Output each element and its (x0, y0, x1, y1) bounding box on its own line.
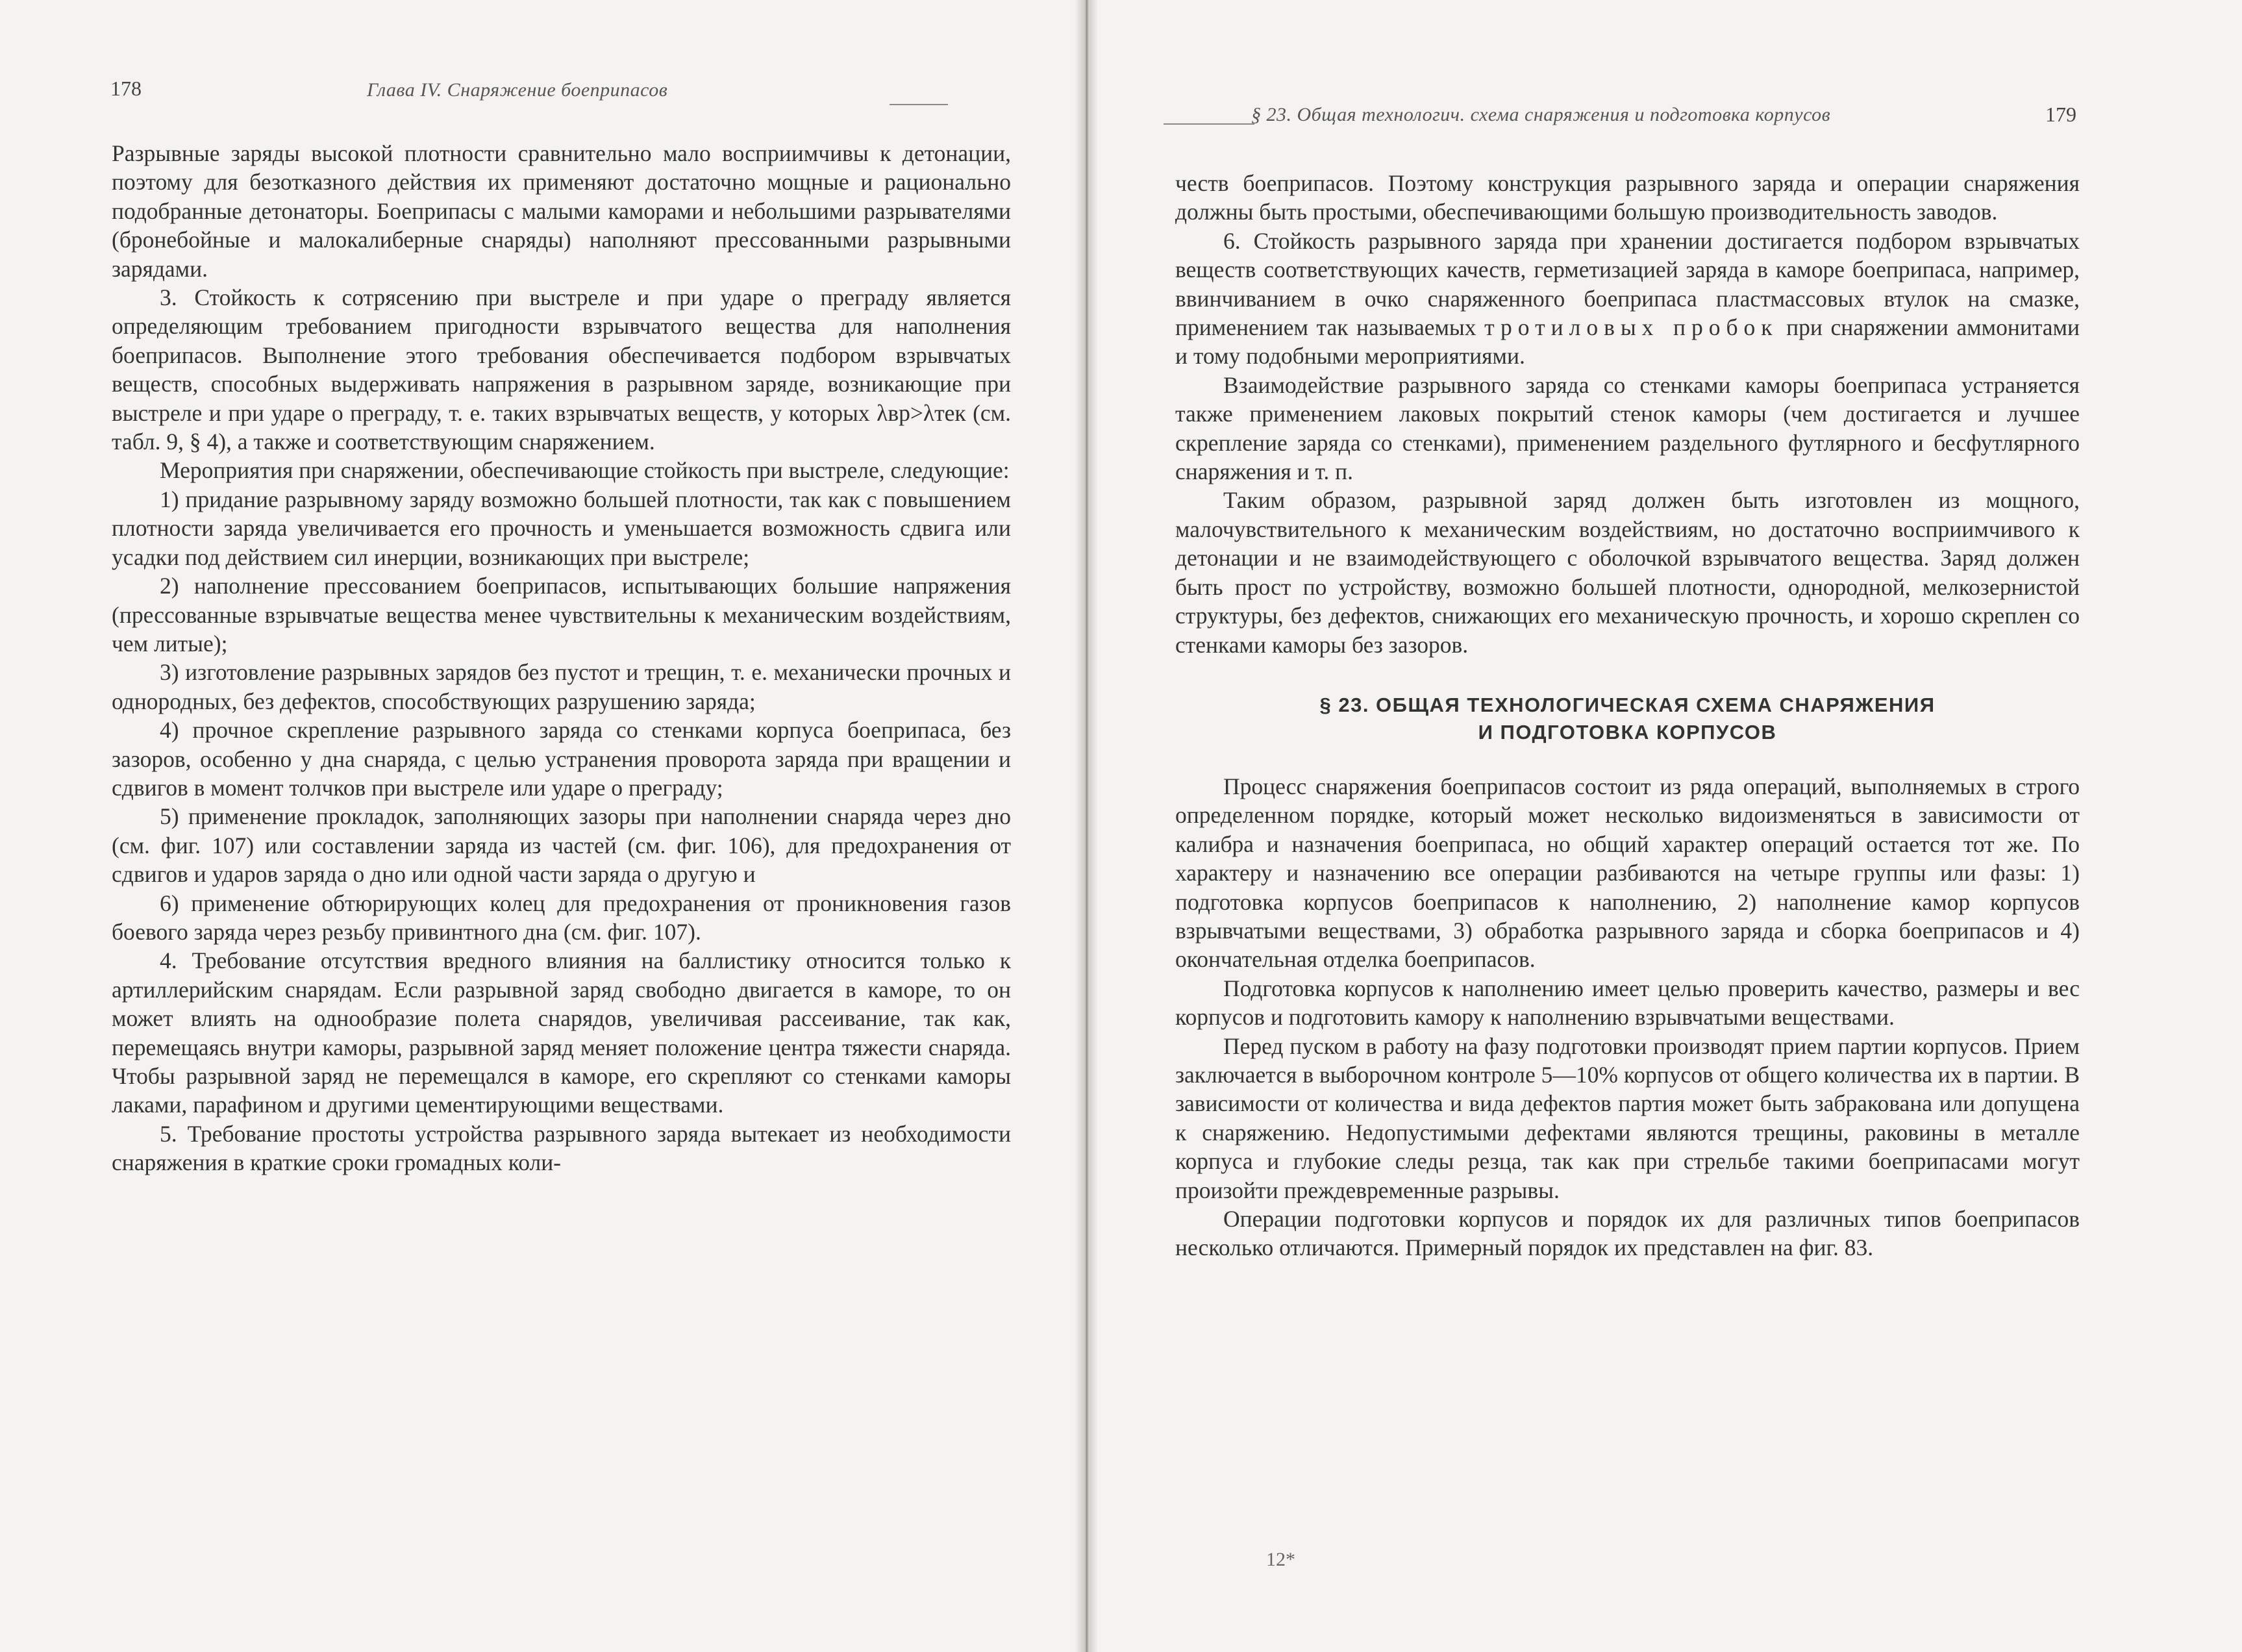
paragraph: Таким образом, разрывной заряд должен быть изготовлен из мощного, малочувствительного к механическим воздействиям, но достаточно восприимчивого к детонации и не взаимодействующего с оболочкой взрывчатого вещества. Заряд должен быть прост по устройству, возможно большей плотности, однородной, мелкозернистой структуры, без дефектов, снижающих его механическую прочность, и хорошо скреплен со стенками каморы без зазоров. (1175, 487, 2080, 658)
header-rule (890, 104, 948, 105)
paragraph: 1) придание разрывному заряду возможно большей плотности, так как с повышением плотности заряда увеличивается его прочность и уменьшается возможность сдвига или усадки под действием сил инерции, возникающих при выстреле; (112, 486, 1011, 570)
running-head: § 23. Общая технологич. схема снаряжения и подготовка корпусов (1251, 104, 1831, 125)
paragraph: 4) прочное скрепление разрывного заряда со стенками корпуса боеприпаса, без зазоров, особенно у дна снаряда, с целью устранения проворота заряда при вращении и сдвигов в момент толчков при выстреле или ударе о преграду; (112, 717, 1011, 801)
paragraph (1175, 227, 2080, 371)
signature-mark: 12* (1266, 1549, 1295, 1570)
paragraph: Подготовка корпусов к наполнению имеет целью проверить качество, размеры и вес корпусов и подготовить камору к наполнению взрывчатыми веществами. (1175, 975, 2080, 1031)
section-heading (1175, 692, 2080, 746)
section-heading-line: И ПОДГОТОВКА КОРПУСОВ (1478, 720, 1777, 744)
section-heading-line: § 23. ОБЩАЯ ТЕХНОЛОГИЧЕСКАЯ СХЕМА СНАРЯЖЕНИЯ (1319, 693, 1936, 716)
paragraph: 5. Требование простоты устройства разрывного заряда вытекает из необходимости снаряжения в краткие сроки громадных коли- (112, 1120, 1011, 1176)
paragraph: Операции подготовки корпусов и порядок их для различных типов боеприпасов несколько отличаются. Примерный порядок их представлен на фиг. 83. (1175, 1206, 2080, 1261)
paragraph: Процесс снаряжения боеприпасов состоит из ряда операций, выполняемых в строго определенном порядке, который может несколько видоизменяться в зависимости от калибра и назначения боеприпаса, но общий характер операций остается тот же. По характеру и назначению все операции разбиваются на четыре группы или фазы: 1) подготовка корпусов боеприпасов к наполнению, 2) наполнение камор корпусов взрывчатыми веществами, 3) обработка разрывного заряда и сборка боеприпасов и 4) окончательная отделка боеприпасов. (1175, 773, 2080, 973)
paragraph-text: при снаряжении аммонитами и тому подобными мероприятиями. (1175, 314, 2080, 369)
paragraph: Мероприятия при снаряжении, обеспечивающие стойкость при выстреле, следующие: (160, 457, 1010, 484)
paragraph: 4. Требование отсутствия вредного влияния на баллистику относится только к артиллерийским снарядам. Если разрывной заряд свободно двигается в каморе, то он может влиять на однообразие полета снарядов, увеличивая рассеивание, так как, перемещаясь внутри каморы, разрывной заряд меняет положение центра тяжести снаряда. Чтобы разрывной заряд не перемещался в каморе, его скрепляют со стенками каморы лаками, парафином и другими цементирующими веществами. (112, 947, 1011, 1118)
paragraph: Перед пуском в работу на фазу подготовки производят прием партии корпусов. Прием заключается в выборочном контроле 5—10% корпусов от общего количества их в партии. В зависимости от количества и вида дефектов партия может быть забракована или допущена к снаряжению. Недопустимыми дефектами являются трещины, раковины в металле корпуса и глубокие следы резца, так как при стрельбе такими боеприпасами могут произойти преждевременные разрывы. (1175, 1032, 2080, 1203)
header-rule (1164, 123, 1254, 125)
paragraph: 2) наполнение прессованием боеприпасов, испытывающих большие напряжения (прессованные взрывчатые вещества менее чувствительны к механическим воздействиям, чем литые); (112, 573, 1011, 657)
book-gutter (1075, 0, 1098, 1652)
right-text-column (1175, 169, 2080, 1262)
paragraph: 6) применение обтюрирующих колец для предохранения от проникновения газов боевого заряда через резьбу привинтного дна (см. фиг. 107). (112, 890, 1011, 945)
paragraph: честв боеприпасов. Поэтому конструкция разрывного заряда и операции снаряжения должны быть простыми, обеспечивающими большую производительность заводов. (1175, 170, 2080, 225)
running-head: Глава IV. Снаряжение боеприпасов (367, 79, 668, 101)
left-page (0, 0, 1086, 1652)
right-page (1086, 0, 2242, 1652)
paragraph: 5) применение прокладок, заполняющих зазоры при наполнении снаряда через дно (см. фиг. 107) или составлении заряда из частей (см. фиг. 106), для предохранения от сдвигов и ударов заряда о дно или одной части заряда о другую и (112, 803, 1011, 888)
paragraph: 3. Стойкость к сотрясению при выстреле и при ударе о преграду является определяющим требованием пригодности взрывчатого вещества для наполнения боеприпасов. Выполнение этого требования обеспечивается подбором взрывчатых веществ, способных выдерживать напряжения в разрывном заряде, возникающие при выстреле и при ударе о преграду, т. е. таких взрывчатых веществ, у которых λвр>λтек (см. табл. 9, § 4), а также и соответствующим снаряжением. (112, 284, 1011, 455)
paragraph: 3) изготовление разрывных зарядов без пустот и трещин, т. е. механически прочных и однородных, без дефектов, способствующих разрушению заряда; (112, 659, 1011, 714)
page-number: 179 (2045, 103, 2076, 126)
paragraph-text: 6. Стойкость разрывного заряда при хранении достигается подбором взрывчатых веществ соответствующих качеств, герметизацией заряда в каморе боеприпаса, например, ввинчиванием в очко снаряженного боеприпаса пластмассовых втулок на смазке, применением так называемых (1175, 227, 2080, 341)
paragraph: Взаимодействие разрывного заряда со стенками каморы боеприпаса устраняется также применением лаковых покрытий стенок каморы (чем достигается и лучшее скрепление заряда со стенками), применением раздельного футлярного и бесфутлярного снаряжения и т. п. (1175, 371, 2080, 485)
left-text-column (112, 139, 1011, 1177)
spaced-term: тротиловых пробок (1484, 314, 1778, 341)
paragraph: Разрывные заряды высокой плотности сравнительно мало восприимчивы к детонации, поэтому для безотказного действия их применяют достаточно мощные и рационально подобранные детонаторы. Боеприпасы с малыми каморами и небольшими разрывателями (бронебойные и малокалиберные снаряды) наполняют прессованными разрывными зарядами. (112, 140, 1011, 282)
page-number: 178 (110, 77, 142, 100)
